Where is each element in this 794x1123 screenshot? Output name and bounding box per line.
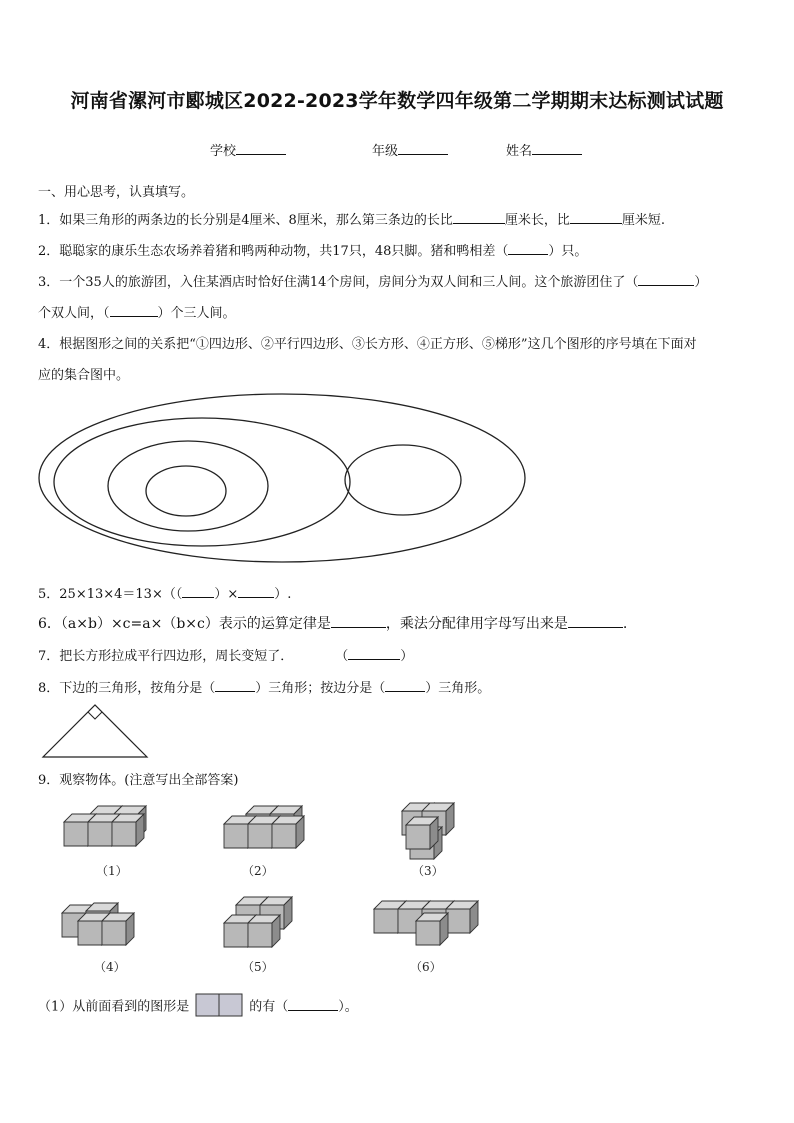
q1-text-2: 厘米长，比 (504, 213, 570, 228)
fig-label-4: （4） (94, 960, 126, 974)
ellipse-3[interactable] (108, 441, 268, 531)
school-label: 学校 (210, 144, 237, 159)
q1-blank-2[interactable] (570, 211, 622, 224)
name-label: 姓名 (506, 144, 533, 159)
right-ellipse[interactable] (345, 445, 461, 515)
q1-text: 1．如果三角形的两条边的长分别是4厘米、8厘米，那么第三条边的长比 (38, 213, 453, 228)
q1-blank-1[interactable] (453, 211, 505, 224)
outer-ellipse[interactable] (39, 394, 525, 562)
q8-blank-1[interactable] (215, 679, 255, 692)
question-8 (38, 677, 490, 696)
cube-figures (40, 795, 500, 985)
set-diagram (30, 390, 535, 565)
q1-text-3: 厘米短. (621, 213, 665, 228)
figure-1 (64, 806, 146, 846)
q9-1-text-2: 的有（ (249, 999, 289, 1015)
q3-text-2: ） (694, 275, 708, 290)
ellipse-2[interactable] (54, 418, 350, 546)
q3-text-4: ）个三人间。 (157, 306, 236, 321)
question-9: 9．观察物体。(注意写出全部答案) (38, 773, 239, 788)
q3-text-3: 个双人间，（ (38, 306, 110, 321)
right-triangle-figure (40, 702, 152, 760)
figure-2 (224, 806, 304, 848)
figure-5 (224, 897, 292, 947)
question-2 (38, 240, 587, 259)
right-angle-mark (88, 712, 102, 719)
question-1 (38, 209, 665, 228)
question-6 (38, 613, 627, 633)
page-title: 河南省漯河市郾城区2022-2023学年数学四年级第二学期期末达标测试试题 (70, 90, 724, 112)
question-3-cont (38, 302, 236, 321)
q5-blank-2[interactable] (238, 585, 274, 598)
q3-text: 3．一个35人的旅游团，入住某酒店时恰好住满14个房间，房间分为双人间和三人间。这个旅游团住了（ (38, 275, 639, 290)
q8-blank-2[interactable] (385, 679, 425, 692)
q6-blank-1[interactable] (331, 615, 386, 628)
q5-text-2: ）× (214, 587, 239, 602)
q3-blank-2[interactable] (110, 304, 158, 317)
q7-blank[interactable] (348, 647, 400, 660)
q9-1-blank[interactable] (288, 998, 338, 1011)
q7-text: 7．把长方形拉成平行四边形，周长变短了． (38, 649, 294, 664)
question-4-cont: 应的集合图中。 (38, 368, 130, 383)
fig-label-1: （1） (96, 864, 128, 878)
q8-text: 8．下边的三角形，按角分是（ (38, 681, 216, 696)
section-heading: 一、用心思考，认真填写。 (38, 185, 195, 200)
school-blank[interactable] (236, 142, 286, 155)
school-field (210, 140, 286, 159)
grade-field (372, 140, 448, 159)
q6-text: 6．（a×b）×c=a×（b×c）表示的运算定律是 (38, 616, 331, 632)
q9-1-text-3: ）。 (338, 999, 358, 1015)
q6-text-2: ，乘法分配律用字母写出来是 (385, 616, 568, 632)
q8-text-2: ）三角形；按边分是（ (255, 681, 386, 696)
fig-label-5: （5） (242, 960, 274, 974)
front-view-figure (195, 993, 243, 1021)
figure-6 (374, 901, 478, 945)
triangle (43, 705, 147, 757)
fig-label-6: （6） (410, 960, 442, 974)
fig-label-2: （2） (242, 864, 274, 878)
question-5 (38, 583, 291, 602)
fig-label-3: （3） (412, 864, 444, 878)
grade-blank[interactable] (398, 142, 448, 155)
q7-text-3: ） (400, 649, 414, 664)
q9-1-text: （1）从前面看到的图形是 (38, 999, 190, 1015)
q8-text-3: ）三角形。 (425, 681, 491, 696)
q5-text-3: ）. (274, 587, 292, 602)
q2-text: 2．聪聪家的康乐生态农场养着猪和鸭两种动物，共17只，48只脚。猪和鸭相差（ (38, 244, 509, 259)
question-3 (38, 271, 707, 290)
q3-blank-1[interactable] (638, 273, 694, 286)
name-field (506, 140, 582, 159)
q2-blank[interactable] (508, 242, 548, 255)
q2-text-2: ）只。 (548, 244, 588, 259)
q5-blank-1[interactable] (182, 585, 214, 598)
figure-3 (402, 803, 454, 859)
question-4: 4．根据图形之间的关系把“①四边形、②平行四边形、③长方形、④正方形、⑤梯形”这几个图形的序号填在下面对 (38, 337, 697, 352)
q5-text: 5．25×13×4＝13×（（ (38, 587, 183, 602)
q7-text-2: （ (335, 649, 349, 664)
q6-text-3: . (622, 616, 628, 632)
grade-label: 年级 (372, 144, 399, 159)
inner-ellipse[interactable] (146, 466, 226, 516)
question-7 (38, 645, 413, 664)
figure-4 (62, 903, 134, 945)
q6-blank-2[interactable] (568, 615, 623, 628)
question-9-1 (38, 993, 358, 1021)
name-blank[interactable] (532, 142, 582, 155)
